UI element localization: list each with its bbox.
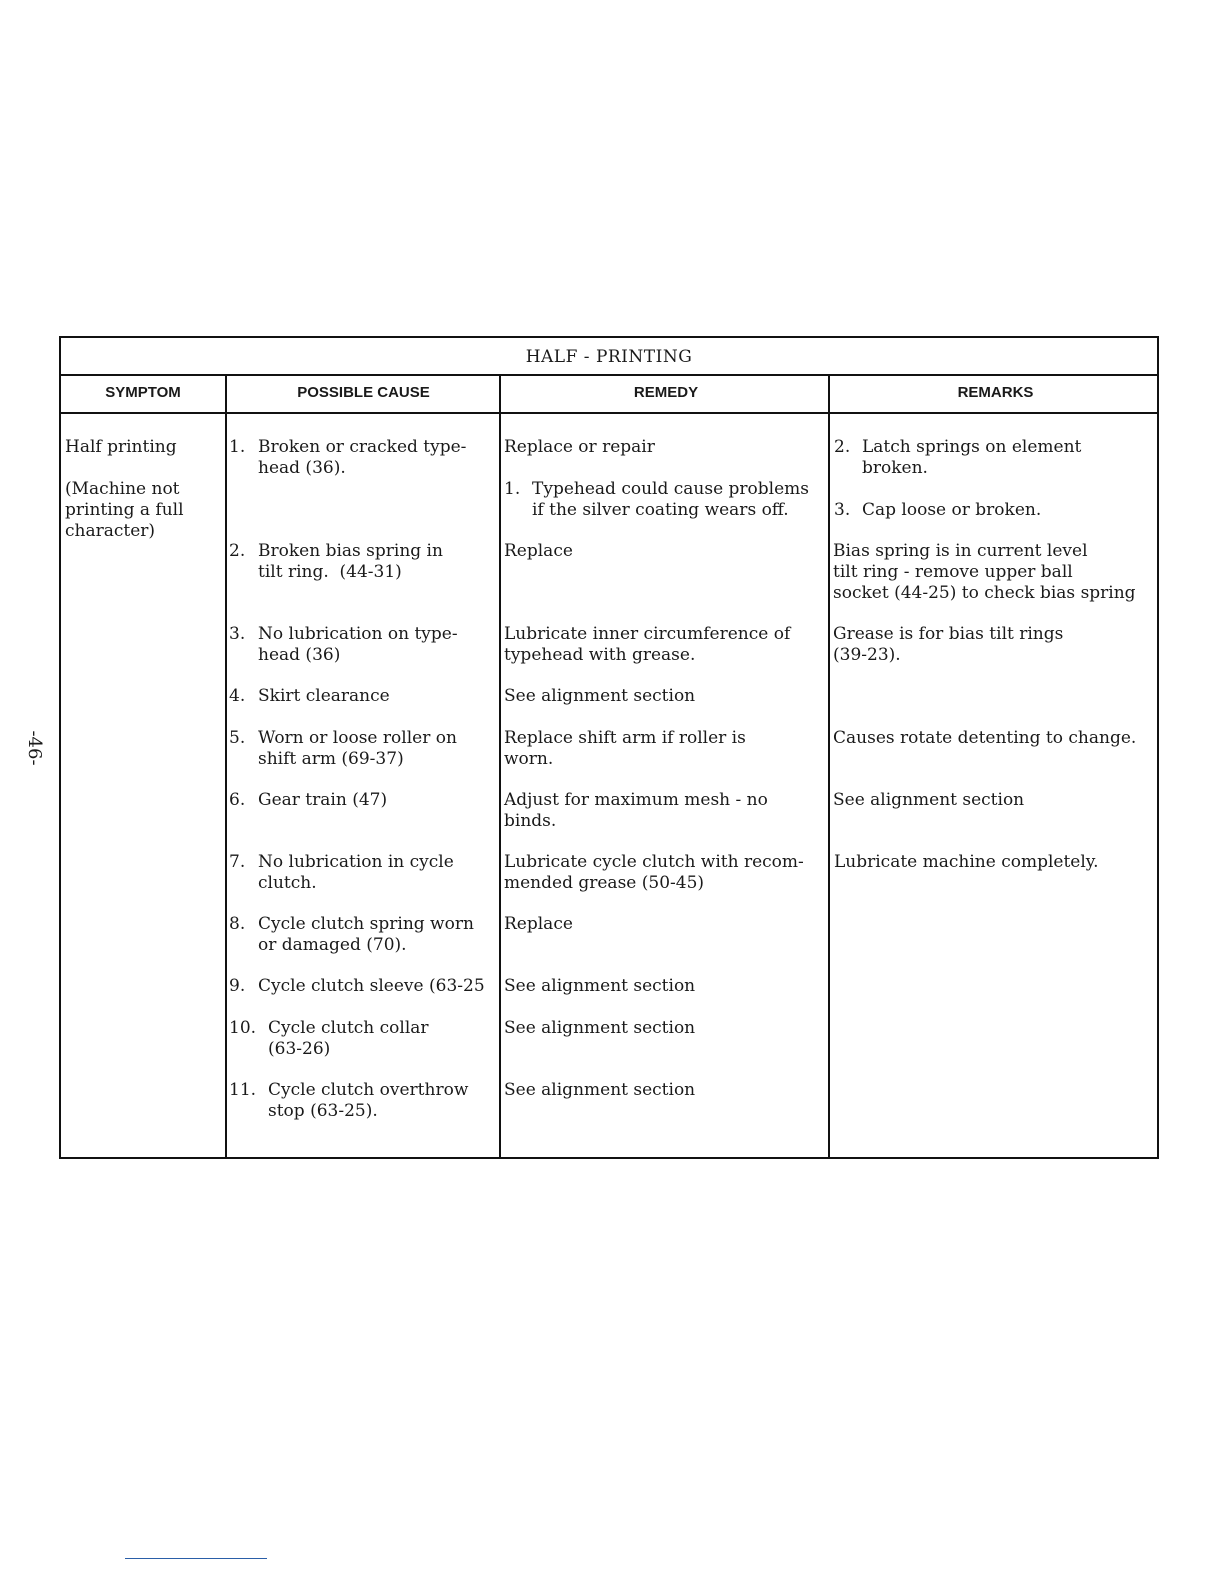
cause-text: or damaged (70). <box>258 935 407 955</box>
cause-text: Cycle clutch sleeve (63-25 <box>258 976 485 996</box>
cause-text: Cycle clutch spring worn <box>258 914 474 934</box>
cause-text: (63-26) <box>268 1039 331 1059</box>
cause-text: Gear train (47) <box>258 790 388 810</box>
cause-text: Cycle clutch collar <box>268 1018 429 1038</box>
cause-text: Broken bias spring in <box>258 541 443 561</box>
remark-text: Cap loose or broken. <box>862 500 1042 520</box>
cause-number: 7. <box>229 852 246 872</box>
remedy-text: Adjust for maximum mesh - no <box>504 790 768 810</box>
header-remedy: REMEDY <box>633 384 699 401</box>
remark-number: 3. <box>834 500 851 520</box>
remedy-note-text: Typehead could cause problems <box>532 479 810 499</box>
cause-text: tilt ring. (44-31) <box>258 562 402 582</box>
cause-text: clutch. <box>258 873 317 893</box>
header-symptom: SYMPTOM <box>105 384 181 401</box>
cause-text: stop (63-25). <box>268 1101 378 1121</box>
cause-text: Skirt clearance <box>258 686 390 706</box>
remedy-text: Lubricate cycle clutch with recom- <box>504 852 804 872</box>
footer-rule <box>125 1558 267 1559</box>
remedy-text: worn. <box>504 749 554 769</box>
cause-text: shift arm (69-37) <box>258 749 404 769</box>
remark-text: Grease is for bias tilt rings <box>833 624 1064 644</box>
troubleshooting-table <box>59 336 1159 1159</box>
cause-number: 4. <box>229 686 246 706</box>
remark-text: tilt ring - remove upper ball <box>833 562 1073 582</box>
cause-text: head (36) <box>258 645 341 665</box>
remark-text: (39-23). <box>833 645 901 665</box>
remedy-text: Replace shift arm if roller is <box>504 728 746 748</box>
cause-text: Cycle clutch overthrow <box>268 1080 469 1100</box>
cause-number: 1. <box>229 437 246 457</box>
remark-text: Latch springs on element <box>862 437 1082 457</box>
cause-number: 11. <box>229 1080 257 1100</box>
remark-text: See alignment section <box>833 790 1025 810</box>
header-possible-cause: POSSIBLE CAUSE <box>297 384 430 401</box>
remark-text: broken. <box>862 458 928 478</box>
cause-text: Broken or cracked type- <box>258 437 467 457</box>
cause-item <box>229 437 467 542</box>
cause-number: 10. <box>229 1018 257 1038</box>
remedy-text: See alignment section <box>504 976 696 996</box>
remedy-text: binds. <box>504 811 557 831</box>
column-divider <box>828 374 830 1157</box>
remedy-text: See alignment section <box>504 1018 696 1038</box>
page-number: -46- <box>24 730 45 766</box>
remark-number: 2. <box>834 437 851 457</box>
cause-number: 6. <box>229 790 246 810</box>
remedy-text: typehead with grease. <box>504 645 696 665</box>
cause-text: No lubrication on type- <box>258 624 458 644</box>
remedy-text: Replace or repair <box>504 437 655 457</box>
symptom-text: Half printing <box>65 437 177 457</box>
cause-number: 5. <box>229 728 246 748</box>
cause-number: 2. <box>229 541 246 561</box>
cause-text: head (36). <box>258 458 346 478</box>
remedy-text: Replace <box>504 541 573 561</box>
cause-text: Worn or loose roller on <box>258 728 457 748</box>
symptom-text: character) <box>65 521 156 541</box>
remedy-text: See alignment section <box>504 1080 696 1100</box>
cause-number: 3. <box>229 624 246 644</box>
column-divider <box>499 374 501 1157</box>
column-divider <box>225 374 227 1157</box>
cause-number: 8. <box>229 914 246 934</box>
remedy-note-text: if the silver coating wears off. <box>532 500 789 520</box>
remark-text: Lubricate machine completely. <box>834 852 1099 872</box>
header-remarks: REMARKS <box>957 384 1034 401</box>
table-title: HALF - PRINTING <box>61 338 1157 376</box>
symptom-text: printing a full <box>65 500 184 520</box>
remedy-note-number: 1. <box>504 479 521 499</box>
symptom-text: (Machine not <box>65 479 180 499</box>
remark-text: socket (44-25) to check bias spring <box>833 583 1136 603</box>
remark-text: Causes rotate detenting to change. <box>833 728 1137 748</box>
cause-number: 9. <box>229 976 246 996</box>
remedy-text: Replace <box>504 914 573 934</box>
remedy-text: mended grease (50-45) <box>504 873 705 893</box>
remedy-text: See alignment section <box>504 686 696 706</box>
cause-text: No lubrication in cycle <box>258 852 454 872</box>
cause-item <box>229 1080 469 1185</box>
remark-text: Bias spring is in current level <box>833 541 1088 561</box>
remedy-text: Lubricate inner circumference of <box>504 624 791 644</box>
